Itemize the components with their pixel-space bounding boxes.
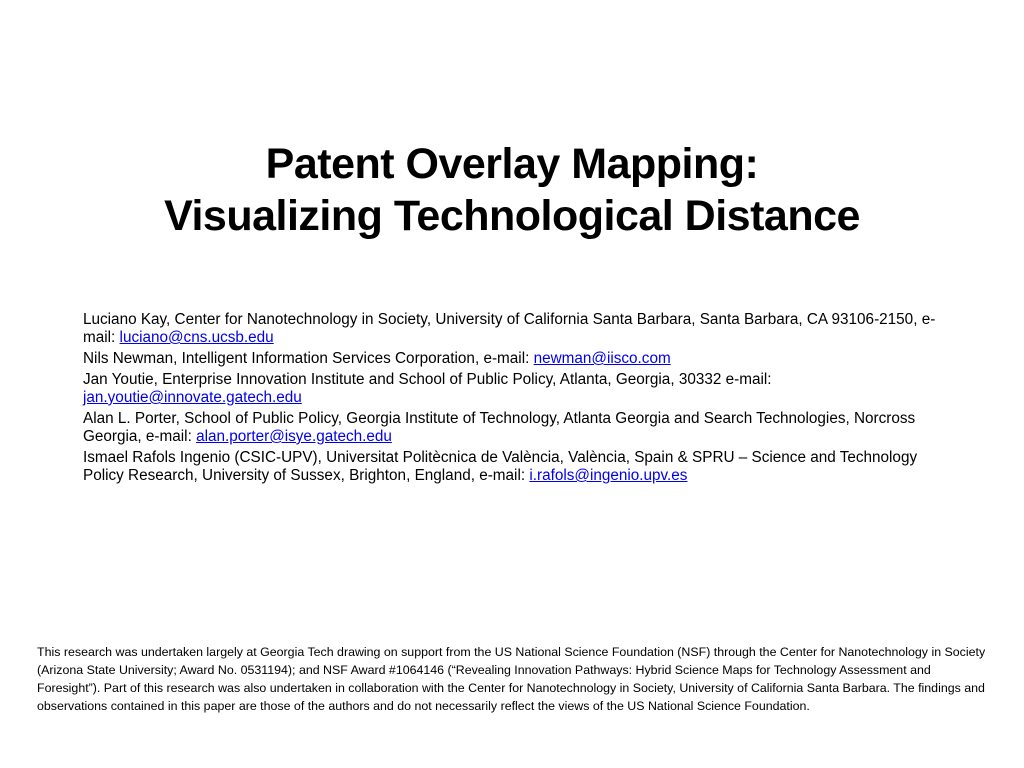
author-email-link[interactable]: jan.youtie@innovate.gatech.edu	[83, 389, 302, 406]
title-line-2: Visualizing Technological Distance	[164, 192, 860, 240]
author-email-link[interactable]: i.rafols@ingenio.upv.es	[529, 467, 688, 484]
author-entry	[83, 371, 943, 407]
author-list	[83, 311, 943, 488]
author-entry	[83, 311, 943, 347]
author-email-link[interactable]: luciano@cns.ucsb.edu	[119, 329, 274, 346]
author-email-link[interactable]: newman@iisco.com	[533, 350, 671, 367]
author-entry	[83, 410, 943, 446]
author-affiliation: Alan L. Porter, School of Public Policy, Georgia Institute of Technology, Atlanta Georgia and Search Technologies, Norcross Georgia, e-mail:	[83, 410, 916, 445]
slide-title	[60, 138, 964, 242]
title-line-1: Patent Overlay Mapping:	[265, 140, 759, 188]
author-affiliation: Luciano Kay, Center for Nanotechnology in Society, University of California Santa Barbara, Santa Barbara, CA 93106-2150, e-mail:	[83, 311, 936, 346]
author-affiliation: Jan Youtie, Enterprise Innovation Institute and School of Public Policy, Atlanta, Georgia, 30332 e-mail:	[83, 371, 772, 388]
author-entry	[83, 449, 943, 485]
author-affiliation: Nils Newman, Intelligent Information Services Corporation, e-mail:	[83, 350, 534, 367]
funding-footnote: This research was undertaken largely at Georgia Tech drawing on support from the US National Science Foundation (NSF) through the Center for Nanotechnology in Society (Arizona State University; Award No. 0531194); and NSF Award #1064146 (“Revealing Innovation Pathways: Hybrid Science Maps for Technology Assessment and Foresight”). Part of this research was also undertaken in collaboration with the Center for Nanotechnology in Society, University of California Santa Barbara. The findings and observations contained in this paper are those of the authors and do not necessarily reflect the views of the US National Science Foundation.	[37, 645, 986, 713]
author-email-link[interactable]: alan.porter@isye.gatech.edu	[196, 428, 392, 445]
author-affiliation: Ismael Rafols Ingenio (CSIC-UPV), Universitat Politècnica de València, València, Spain & SPRU – Science and Technology Policy Research, University of Sussex, Brighton, England, e-mail:	[83, 449, 918, 484]
author-entry	[83, 350, 943, 368]
